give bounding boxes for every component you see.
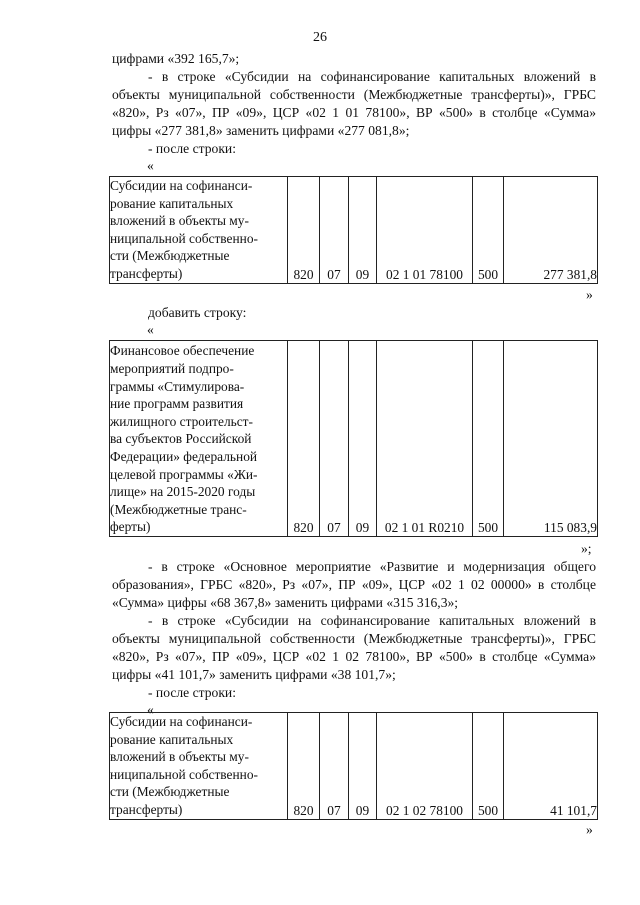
vr-cell: 500 [473, 177, 504, 284]
text-line: добавить строку: [148, 305, 247, 320]
rz-cell: 07 [320, 713, 349, 820]
sum-cell: 41 101,7 [504, 713, 598, 820]
grbs-cell: 820 [288, 177, 320, 284]
closing-quote: » [586, 822, 593, 837]
amendment-paragraph: - в строке «Субсидии на софинансирование капитальных вложений в объекты муниципальной собственности (Межбюджетные трансферты)», ГРБС «820», Рз «07», ПР «09», ЦСР «02 1 01 78100», ВР «500» в столбце «Сумма» цифры «277 381,8» заменить цифрами «277 081,8»; [112, 69, 596, 138]
table-row [110, 177, 598, 284]
sum-cell: 277 381,8 [504, 177, 598, 284]
row-name-cell [110, 341, 288, 537]
grbs-cell: 820 [288, 341, 320, 537]
text-line: Финансовое обеспечение [110, 343, 255, 359]
text-line: трансферты) [110, 265, 183, 281]
text-line: цифрами «392 165,7»; [112, 51, 240, 66]
csr-cell: 02 1 01 R0210 [377, 341, 473, 537]
opening-quote: « [147, 322, 154, 337]
text-line: - после строки: [148, 141, 236, 156]
text-line: ние программ развития [110, 396, 244, 412]
page-number: 26 [313, 30, 327, 45]
amendment-paragraph: - в строке «Основное мероприятие «Развитие и модернизация общего образования», ГРБС «820», Рз «07», ПР «09», ЦСР «02 1 02 00000» в столбце «Сумма» цифры «68 367,8» заменить цифрами «315 316,3»; [112, 559, 596, 610]
text-line: (Межбюджетные транс- [110, 501, 247, 517]
csr-cell: 02 1 01 78100 [377, 177, 473, 284]
opening-quote: « [147, 702, 154, 717]
vr-cell: 500 [473, 341, 504, 537]
text-line: ва субъектов Российской [110, 431, 252, 447]
closing-quote: »; [581, 541, 592, 556]
text-line: сти (Межбюджетные [110, 248, 230, 264]
closing-quote: » [586, 287, 593, 302]
pr-cell: 09 [349, 177, 377, 284]
table-row [110, 713, 598, 820]
text-line: граммы «Стимулирова- [110, 378, 245, 394]
opening-quote: « [147, 158, 154, 173]
text-line: трансферты) [110, 801, 183, 817]
vr-cell: 500 [473, 713, 504, 820]
text-line: вложений в объекты му- [110, 213, 249, 229]
text-line: лище» на 2015-2020 годы [110, 484, 256, 500]
text-line: - после строки: [148, 685, 236, 700]
text-line: Субсидии на софинанси- [110, 178, 253, 193]
row-name-cell [110, 177, 288, 284]
budget-row-table [109, 340, 598, 537]
amendment-paragraph: - в строке «Субсидии на софинансирование капитальных вложений в объекты муниципальной собственности (Межбюджетные трансферты)», ГРБС «820», Рз «07», ПР «09», ЦСР «02 1 02 78100», ВР «500» в столбце «Сумма» цифры «41 101,7» заменить цифрами «38 101,7»; [112, 613, 596, 682]
pr-cell: 09 [349, 341, 377, 537]
text-line: ниципальной собственно- [110, 766, 258, 782]
pr-cell: 09 [349, 713, 377, 820]
table-row [110, 341, 598, 537]
text-line: ферты) [110, 519, 151, 535]
text-line: вложений в объекты му- [110, 749, 249, 765]
text-line: Субсидии на софинанси- [110, 714, 253, 729]
row-name-cell [110, 713, 288, 820]
text-line: рование капитальных [110, 195, 234, 211]
text-line: ниципальной собственно- [110, 230, 258, 246]
csr-cell: 02 1 02 78100 [377, 713, 473, 820]
sum-cell: 115 083,9 [504, 341, 598, 537]
budget-row-table [109, 176, 598, 284]
rz-cell: 07 [320, 177, 349, 284]
text-line: жилищного строительст- [110, 413, 253, 429]
rz-cell: 07 [320, 341, 349, 537]
grbs-cell: 820 [288, 713, 320, 820]
text-line: целевой программы «Жи- [110, 466, 258, 482]
text-line: мероприятий подпро- [110, 361, 234, 377]
budget-row-table [109, 712, 598, 820]
text-line: Федерации» федеральной [110, 449, 258, 465]
text-line: сти (Межбюджетные [110, 784, 230, 800]
text-line: рование капитальных [110, 731, 234, 747]
